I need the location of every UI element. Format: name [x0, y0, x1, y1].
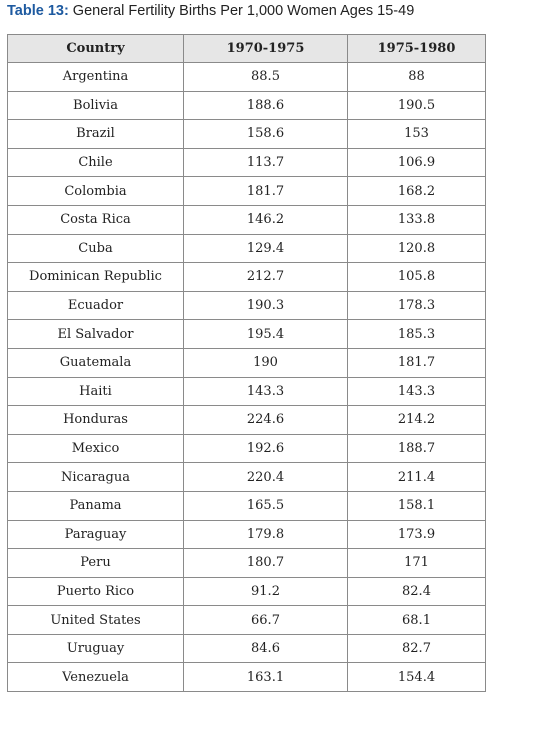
country-cell: Dominican Republic — [8, 263, 184, 292]
table-row — [8, 491, 486, 520]
value-1970-1975-cell: 212.7 — [184, 263, 348, 292]
country-cell: Colombia — [8, 177, 184, 206]
value-1970-1975-cell: 158.6 — [184, 120, 348, 149]
value-1975-1980-cell: 188.7 — [348, 434, 486, 463]
value-1975-1980-cell: 82.7 — [348, 634, 486, 663]
value-1975-1980-cell: 185.3 — [348, 320, 486, 349]
value-1975-1980-cell: 153 — [348, 120, 486, 149]
country-cell: Paraguay — [8, 520, 184, 549]
value-1975-1980-cell: 105.8 — [348, 263, 486, 292]
table-row — [8, 63, 486, 92]
value-1975-1980-cell: 168.2 — [348, 177, 486, 206]
table-row — [8, 148, 486, 177]
table-row — [8, 377, 486, 406]
table-row — [8, 663, 486, 692]
value-1970-1975-cell: 129.4 — [184, 234, 348, 263]
value-1970-1975-cell: 190.3 — [184, 291, 348, 320]
table-body — [8, 63, 486, 692]
country-cell: El Salvador — [8, 320, 184, 349]
country-cell: Haiti — [8, 377, 184, 406]
header-country: Country — [8, 35, 184, 63]
value-1975-1980-cell: 68.1 — [348, 606, 486, 635]
country-cell: Chile — [8, 148, 184, 177]
value-1975-1980-cell: 211.4 — [348, 463, 486, 492]
value-1970-1975-cell: 146.2 — [184, 205, 348, 234]
table-row — [8, 234, 486, 263]
value-1970-1975-cell: 84.6 — [184, 634, 348, 663]
country-cell: United States — [8, 606, 184, 635]
value-1970-1975-cell: 179.8 — [184, 520, 348, 549]
country-cell: Peru — [8, 549, 184, 578]
value-1975-1980-cell: 181.7 — [348, 348, 486, 377]
table-row — [8, 291, 486, 320]
value-1975-1980-cell: 82.4 — [348, 577, 486, 606]
value-1970-1975-cell: 66.7 — [184, 606, 348, 635]
header-1975-1980: 1975-1980 — [348, 35, 486, 63]
table-number: Table 13: — [7, 3, 69, 19]
value-1970-1975-cell: 91.2 — [184, 577, 348, 606]
table-row — [8, 520, 486, 549]
table-row — [8, 434, 486, 463]
value-1970-1975-cell: 224.6 — [184, 406, 348, 435]
value-1975-1980-cell: 120.8 — [348, 234, 486, 263]
value-1970-1975-cell: 188.6 — [184, 91, 348, 120]
country-cell: Venezuela — [8, 663, 184, 692]
value-1975-1980-cell: 190.5 — [348, 91, 486, 120]
header-row — [8, 35, 486, 63]
country-cell: Mexico — [8, 434, 184, 463]
table-row — [8, 348, 486, 377]
country-cell: Panama — [8, 491, 184, 520]
value-1970-1975-cell: 180.7 — [184, 549, 348, 578]
country-cell: Nicaragua — [8, 463, 184, 492]
value-1970-1975-cell: 190 — [184, 348, 348, 377]
table-row — [8, 91, 486, 120]
table-row — [8, 406, 486, 435]
table-row — [8, 549, 486, 578]
value-1970-1975-cell: 220.4 — [184, 463, 348, 492]
country-cell: Uruguay — [8, 634, 184, 663]
value-1975-1980-cell: 171 — [348, 549, 486, 578]
value-1975-1980-cell: 133.8 — [348, 205, 486, 234]
table-row — [8, 320, 486, 349]
country-cell: Bolivia — [8, 91, 184, 120]
country-cell: Argentina — [8, 63, 184, 92]
country-cell: Ecuador — [8, 291, 184, 320]
country-cell: Brazil — [8, 120, 184, 149]
country-cell: Honduras — [8, 406, 184, 435]
value-1970-1975-cell: 88.5 — [184, 63, 348, 92]
value-1970-1975-cell: 181.7 — [184, 177, 348, 206]
table-row — [8, 577, 486, 606]
value-1975-1980-cell: 88 — [348, 63, 486, 92]
value-1975-1980-cell: 178.3 — [348, 291, 486, 320]
table-row — [8, 634, 486, 663]
value-1970-1975-cell: 165.5 — [184, 491, 348, 520]
table-row — [8, 463, 486, 492]
value-1975-1980-cell: 143.3 — [348, 377, 486, 406]
table-row — [8, 263, 486, 292]
value-1970-1975-cell: 113.7 — [184, 148, 348, 177]
table-title: General Fertility Births Per 1,000 Women Ages 15-49 — [68, 3, 415, 19]
value-1970-1975-cell: 163.1 — [184, 663, 348, 692]
value-1970-1975-cell: 192.6 — [184, 434, 348, 463]
header-1970-1975: 1970-1975 — [184, 35, 348, 63]
fertility-table — [7, 34, 486, 692]
value-1970-1975-cell: 195.4 — [184, 320, 348, 349]
value-1975-1980-cell: 158.1 — [348, 491, 486, 520]
value-1975-1980-cell: 106.9 — [348, 148, 486, 177]
value-1970-1975-cell: 143.3 — [184, 377, 348, 406]
table-caption — [7, 1, 414, 21]
value-1975-1980-cell: 173.9 — [348, 520, 486, 549]
value-1975-1980-cell: 154.4 — [348, 663, 486, 692]
table-row — [8, 205, 486, 234]
table-row — [8, 606, 486, 635]
country-cell: Puerto Rico — [8, 577, 184, 606]
country-cell: Guatemala — [8, 348, 184, 377]
table-row — [8, 120, 486, 149]
country-cell: Costa Rica — [8, 205, 184, 234]
country-cell: Cuba — [8, 234, 184, 263]
value-1975-1980-cell: 214.2 — [348, 406, 486, 435]
table-row — [8, 177, 486, 206]
